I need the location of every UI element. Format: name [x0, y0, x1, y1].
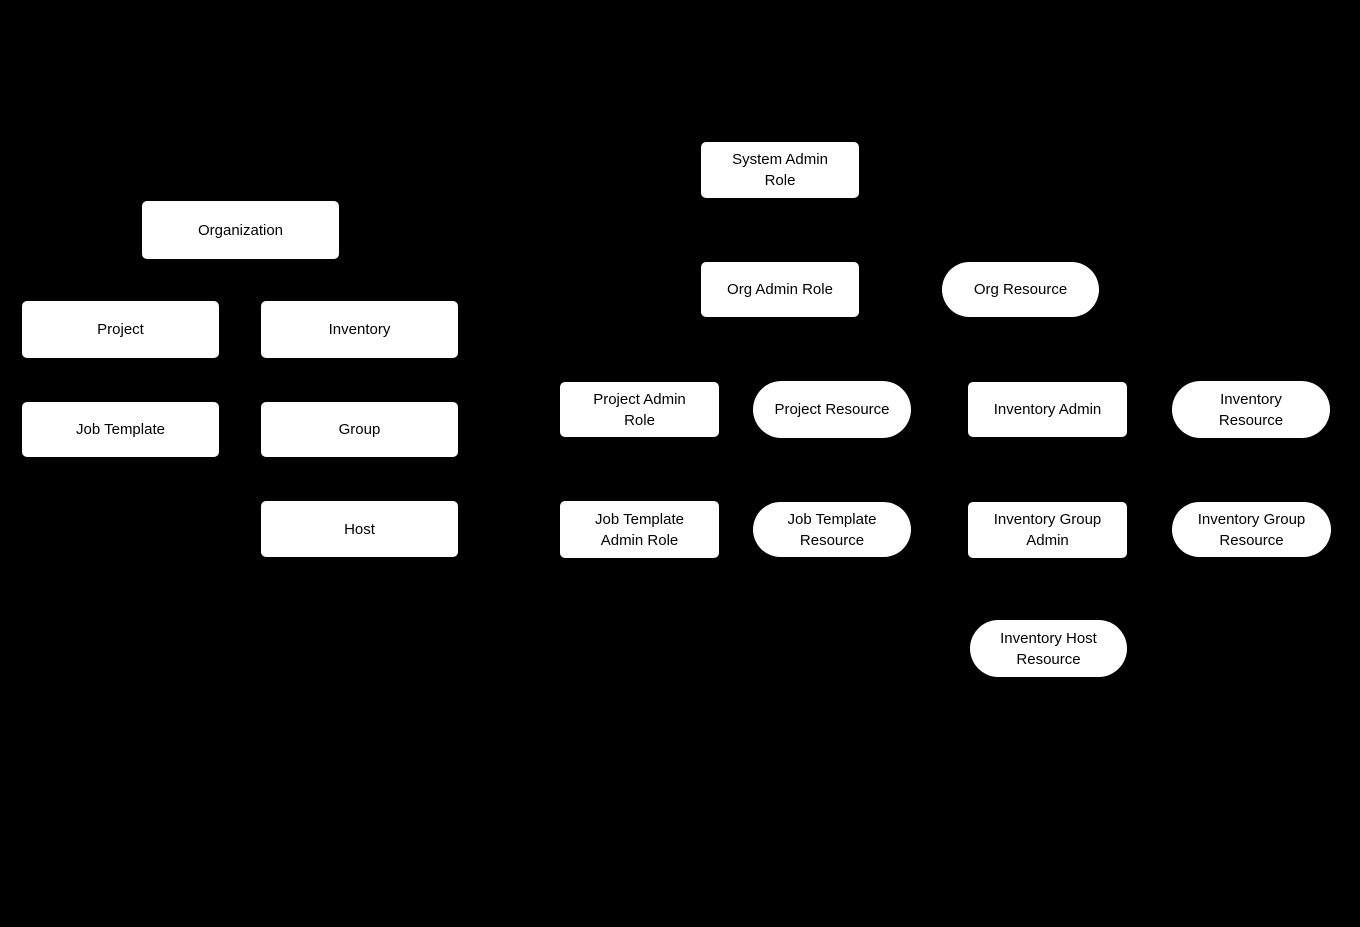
node-inventory-group-resource — [1172, 502, 1331, 557]
node-label: Group — [338, 421, 381, 438]
node-project-admin-role — [560, 382, 719, 437]
node-label: Admin Role — [600, 531, 679, 549]
node-project — [22, 301, 219, 358]
node-job-template-admin-role — [560, 501, 719, 558]
node-inventory-group-admin — [968, 502, 1127, 558]
node-job-template — [22, 402, 219, 457]
node-label: Role — [764, 172, 796, 189]
node-label: Job Template — [787, 510, 877, 528]
node-label: Organization — [197, 221, 284, 239]
node-host — [261, 501, 458, 557]
node-label: Resource — [1219, 531, 1284, 549]
node-inventory-admin — [968, 382, 1127, 437]
node-label: Resource — [799, 531, 865, 549]
node-label: Inventory — [1220, 390, 1282, 408]
node-org-admin-role — [701, 262, 859, 317]
node-org-resource — [942, 262, 1099, 317]
node-project-resource — [753, 381, 911, 438]
node-organization — [142, 201, 339, 259]
node-label: Project Admin — [593, 390, 686, 408]
node-label: Project — [97, 321, 144, 338]
node-inventory — [261, 301, 458, 358]
node-inventory-host-resource — [970, 620, 1127, 677]
node-label: Job Template — [595, 510, 684, 528]
node-label: Host — [344, 520, 375, 538]
node-group — [261, 402, 458, 457]
node-label: Inventory — [328, 321, 391, 338]
node-label: Inventory Host — [1000, 629, 1097, 647]
node-inventory-resource — [1172, 381, 1330, 438]
node-label: Org Admin Role — [727, 281, 833, 298]
node-label: Inventory Admin — [993, 401, 1102, 418]
node-label: Resource — [1218, 411, 1284, 429]
node-label: Role — [624, 411, 655, 429]
node-label: System Admin — [732, 151, 828, 168]
node-label: Org Resource — [973, 281, 1068, 298]
node-label: Project Resource — [774, 401, 890, 418]
node-label: Inventory Group — [1197, 510, 1306, 528]
node-label: Admin — [1026, 532, 1069, 549]
node-job-template-resource — [753, 502, 911, 557]
node-label: Job Template — [76, 421, 165, 438]
node-system-admin-role — [701, 142, 859, 198]
node-label: Resource — [1016, 650, 1081, 668]
node-label: Inventory Group — [993, 511, 1102, 528]
